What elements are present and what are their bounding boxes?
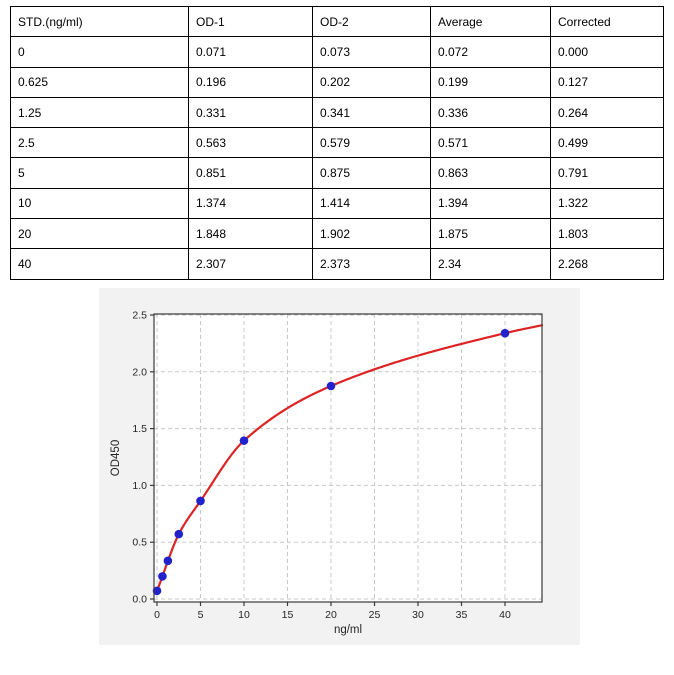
table-cell: 0.875 [313, 158, 431, 188]
table-cell: 0.072 [431, 37, 551, 67]
table-cell: 10 [11, 188, 189, 218]
table-cell: 0.073 [313, 37, 431, 67]
table-cell: 0.625 [11, 67, 189, 97]
table-cell: 2.34 [431, 249, 551, 279]
table-cell: 0.000 [551, 37, 664, 67]
x-axis-label: ng/ml [333, 624, 363, 636]
y-tick-label: 2.0 [132, 366, 147, 379]
x-tick-label: 10 [238, 609, 250, 621]
table-header-cell: Average [431, 7, 551, 37]
table-header-row [11, 7, 664, 37]
table-cell: 0.196 [189, 67, 313, 97]
table-cell: 0.791 [551, 158, 664, 188]
table-cell: 0.264 [551, 97, 664, 127]
table-cell: 5 [11, 158, 189, 188]
y-tick-label: 1.5 [132, 423, 147, 436]
table-header-cell: STD.(ng/ml) [11, 7, 189, 37]
x-tick-label: 40 [499, 609, 511, 621]
table-cell: 2.307 [189, 249, 313, 279]
table-cell: 0.499 [551, 128, 664, 158]
table-cell: 1.803 [551, 219, 664, 249]
table-cell: 0.579 [313, 128, 431, 158]
data-point [174, 530, 183, 539]
table-row [11, 37, 664, 67]
x-tick-label: 35 [455, 609, 468, 621]
table-cell: 2.373 [313, 249, 431, 279]
table-cell: 1.25 [11, 97, 189, 127]
x-tick-label: 30 [412, 609, 424, 621]
table-header-cell: OD-2 [313, 7, 431, 37]
x-tick-label: 0 [154, 609, 160, 621]
table-row [11, 158, 664, 188]
table-row [11, 249, 664, 279]
x-tick-label: 5 [197, 609, 204, 621]
table-row [11, 188, 664, 218]
table-cell: 1.394 [431, 188, 551, 218]
data-point [196, 497, 205, 506]
table-cell: 0.331 [189, 97, 313, 127]
plot-area [154, 314, 542, 602]
table-cell: 20 [11, 219, 189, 249]
y-axis-label: OD450 [110, 439, 122, 477]
table-cell: 0.336 [431, 97, 551, 127]
table-cell: 40 [11, 249, 189, 279]
table-cell: 0 [11, 37, 189, 67]
table-cell: 1.322 [551, 188, 664, 218]
data-point [327, 382, 336, 391]
standard-curve-chart [99, 288, 580, 645]
table-header-cell: OD-1 [189, 7, 313, 37]
table-cell: 0.127 [551, 67, 664, 97]
data-point [240, 436, 249, 445]
data-point [164, 557, 173, 566]
data-point [158, 572, 167, 581]
x-tick-label: 15 [281, 609, 294, 621]
table-row [11, 97, 664, 127]
table-cell: 1.902 [313, 219, 431, 249]
table-cell: 0.341 [313, 97, 431, 127]
table-cell: 2.268 [551, 249, 664, 279]
y-tick-label: 1.0 [132, 479, 147, 492]
table-cell: 1.374 [189, 188, 313, 218]
x-tick-label: 25 [368, 609, 381, 621]
table-cell: 0.071 [189, 37, 313, 67]
standards-table [10, 6, 664, 280]
chart-panel [99, 288, 580, 645]
y-tick-label: 0.5 [132, 536, 147, 549]
data-point [501, 329, 510, 338]
table-cell: 0.851 [189, 158, 313, 188]
table-row [11, 219, 664, 249]
x-tick-label: 20 [325, 609, 337, 621]
table-cell: 0.563 [189, 128, 313, 158]
table-header-cell: Corrected [551, 7, 664, 37]
table-cell: 0.863 [431, 158, 551, 188]
y-tick-label: 0.0 [132, 593, 147, 606]
table-cell: 0.571 [431, 128, 551, 158]
table-cell: 0.199 [431, 67, 551, 97]
table-cell: 2.5 [11, 128, 189, 158]
table-row [11, 67, 664, 97]
y-tick-label: 2.5 [132, 309, 147, 322]
table-cell: 1.875 [431, 219, 551, 249]
table-cell: 1.414 [313, 188, 431, 218]
table-cell: 1.848 [189, 219, 313, 249]
table-row [11, 128, 664, 158]
table-cell: 0.202 [313, 67, 431, 97]
